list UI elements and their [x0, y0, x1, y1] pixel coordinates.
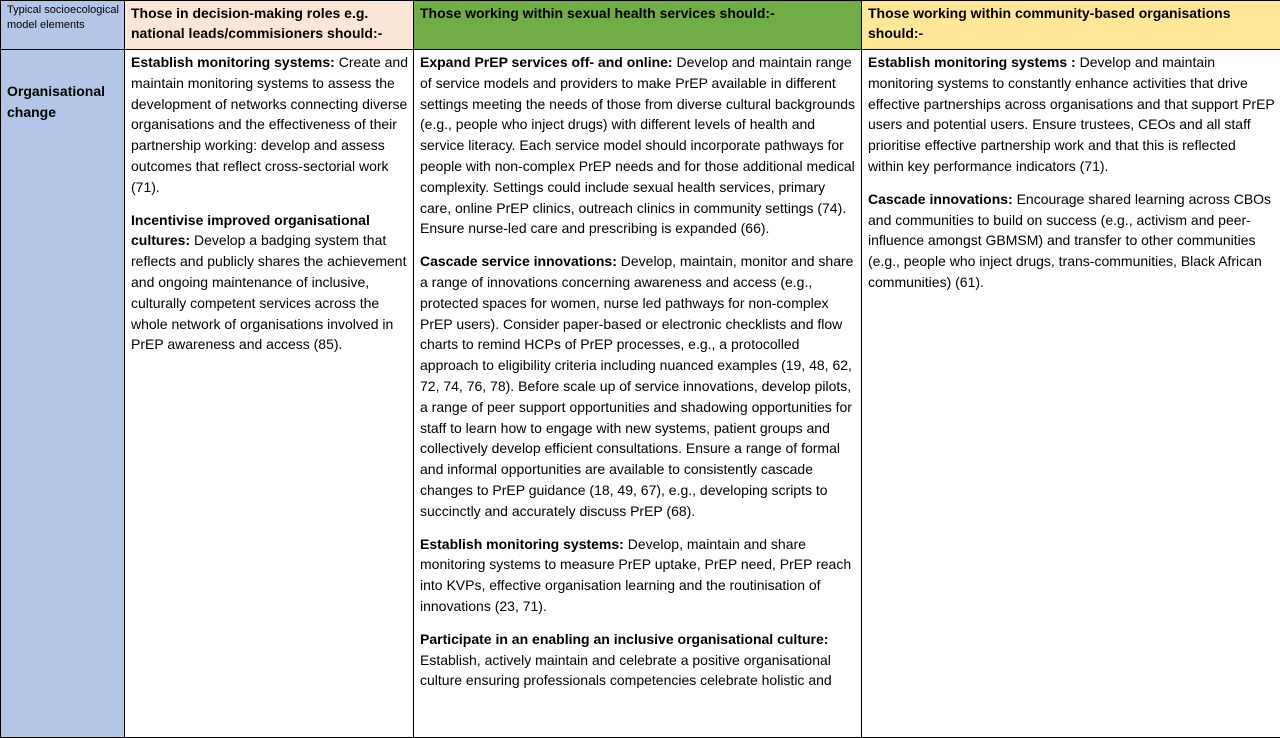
header-row: [1, 1, 1280, 50]
community-organisations-cell: [862, 50, 1280, 738]
paragraph-heading: Cascade innovations:: [868, 190, 1013, 207]
paragraph: [420, 629, 856, 691]
paragraph-text: Establish, actively maintain and celebrate a positive organisational culture ensuring professionals competencies celebrate holistic and: [420, 651, 832, 689]
paragraph-text: Encourage shared learning across CBOs and communities to build on success (e.g., activism and peer-influence amongst GBMSM) and transfer to other communities (e.g., people who inject drugs, trans-communities, Black African communities) (61).: [868, 190, 1272, 290]
paragraph: [420, 534, 856, 617]
decision-makers-cell: [125, 50, 414, 738]
paragraph-heading: Participate in an enabling an inclusive organisational culture:: [420, 630, 829, 647]
paragraph-heading: Cascade service innovations:: [420, 253, 617, 270]
paragraph: [131, 52, 408, 198]
paragraph: [131, 210, 408, 356]
header-sexual-health-services: Those working within sexual health services should:-: [414, 1, 862, 50]
paragraph: [868, 189, 1275, 293]
paragraph-text: Create and maintain monitoring systems to assess the development of networks connecting diverse organisations and the effectiveness of their partnership working: develop and assess outcomes that reflect cross-sectorial work (71).: [131, 54, 408, 195]
table-row: [1, 50, 1280, 738]
paragraph-text: Develop, maintain and share monitoring systems to measure PrEP uptake, PrEP need, PrEP reach into KVPs, effective organisation learning and the routinisation of innovations (23, 71).: [420, 535, 852, 614]
header-model-elements: Typical socioecological model elements: [1, 1, 125, 50]
row-label: Organisational change: [1, 50, 125, 738]
paragraph-heading: Expand PrEP services off- and online:: [420, 54, 673, 70]
header-community-organisations: Those working within community-based organisations should:-: [862, 1, 1280, 50]
paragraph-heading: Incentivise improved organisational cultures:: [131, 211, 370, 249]
paragraph-text: Develop a badging system that reflects and publicly shares the achievement and ongoing maintenance of inclusive, culturally competent services across the whole network of organisations involved in PrEP awareness and access (85).: [131, 232, 407, 353]
paragraph-heading: Establish monitoring systems:: [420, 535, 624, 552]
header-decision-makers: Those in decision-making roles e.g. national leads/commisioners should:-: [125, 1, 414, 50]
paragraph-text: Develop, maintain, monitor and share a range of innovations concerning awareness and access (e.g., protected spaces for women, nurse led pathways for non-complex PrEP users). Consider paper-based or electronic checklists and flow charts to remind HCPs of PrEP processes, e.g., a protocolled approach to eligibility criteria including nuanced examples (19, 48, 62, 72, 74, 76, 78). Before scale up of service innovations, develop pilots, a range of peer support opportunities and shadowing opportunities for staff to learn how to engage with new systems, patient groups and collectively develop efficient consultations. Ensure a range of formal and informal opportunities are available to consistently cascade changes to PrEP guidance (18, 49, 67), e.g., developing scripts to succinctly and accurately discuss PrEP (68).: [420, 253, 854, 519]
paragraph: [420, 251, 856, 521]
paragraph: [420, 52, 856, 239]
paragraph-text: Develop and maintain monitoring systems to constantly enhance activities that drive effective partnerships across organisations and that support PrEP users and potential users. Ensure trustees, CEOs and all staff prioritise effective partnership work and that this is reflected within key performance indicators (71).: [868, 54, 1275, 174]
paragraph-heading: Establish monitoring systems:: [131, 54, 335, 70]
sexual-health-services-cell: [414, 50, 862, 738]
paragraph-heading: Establish monitoring systems :: [868, 54, 1076, 70]
paragraph: [868, 52, 1275, 177]
paragraph-text: Develop and maintain range of service models and providers to make PrEP available in different settings meeting the needs of those from diverse cultural backgrounds (e.g., people who inject drugs) with different levels of health and service literacy. Each service model should incorporate pathways for people with non-complex PrEP needs and for those additional medical complexity. Settings could include sexual health services, primary care, online PrEP clinics, outreach clinics in community settings (74). Ensure nurse-led care and prescribing is expanded (66).: [420, 54, 856, 237]
